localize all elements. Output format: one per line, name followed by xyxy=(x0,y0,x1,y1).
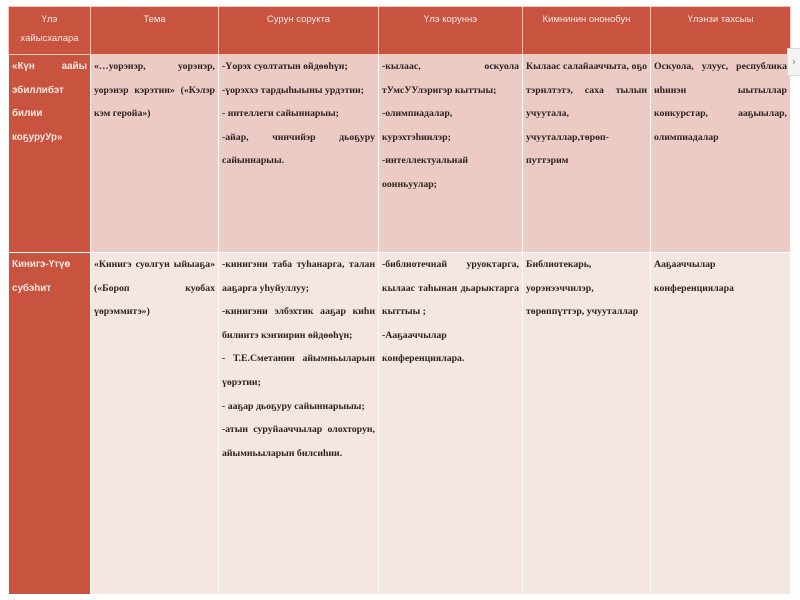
goal-item: - интеллеги сайыннарыы; xyxy=(222,108,339,120)
goal-item: -айар, чинчийэр дьоҕуру сайыннарыы. xyxy=(222,131,375,167)
goal-item: -кинигэни таба туһанарга, талан ааҕарга уһуйуллуу; xyxy=(222,259,375,294)
plan-table xyxy=(8,6,791,595)
column-header-participants: Кимнинин ононобун xyxy=(523,7,651,55)
event-cell: Кинигэ-Үтүө субэhит xyxy=(9,253,91,595)
event-cell: «Күн аайы эбиллибэт билии коҕуруУр» xyxy=(9,55,91,253)
next-slide-arrow-icon[interactable]: › xyxy=(787,48,800,76)
forms-cell xyxy=(379,55,523,253)
results-cell: Оскуола, улуус, республика иһинэн ыытыллар конкурстар, ааҕыылар, олимпиадалар xyxy=(651,55,791,253)
form-item: -библиотечнай уруоктарга, кылаас таһынан дьарыктарга кыттыы ; xyxy=(382,259,519,318)
goal-item: -үорэххэ тардыһыыны урдэтии; xyxy=(222,84,364,96)
goal-item: -Үорэх суолтатын өйдөөһүн; xyxy=(222,61,348,72)
column-header-event: Үлэ хайысхалара xyxy=(9,7,91,55)
topic-cell: «…уорэнэр, уорэнэр, уорэнэр кэрэтин» («Кэлэр кэм геройа») xyxy=(91,55,219,253)
table-row xyxy=(9,253,791,595)
topic-cell: «Кинигэ суолгун ыйыаҕа» («Бороп куобах үөрэммитэ») xyxy=(91,253,219,595)
column-header-topic: Тема xyxy=(91,7,219,55)
participants-cell: Библиотекарь, уорэнээччилэр, төрөппүттэр, учууталлар xyxy=(523,253,651,595)
column-header-forms: Үлэ коруннэ xyxy=(379,7,523,55)
goal-item: -кинигэни элбэхтик ааҕар киһи билиитэ кэҥиирин өйдөөһүн; xyxy=(222,306,375,341)
table-row xyxy=(9,55,791,253)
form-item: -олимпиадалар, курэхтэһиилэр; xyxy=(382,108,453,143)
goal-item: - Т.Е.Сметанин айымньыларын үөрэтии; xyxy=(222,353,375,388)
form-item: -интеллектуальнай оонньуулар; xyxy=(382,155,469,190)
goal-item: - ааҕар дьоҕуру сайыннарыыы; xyxy=(222,400,365,412)
column-header-goals: Сурун сорукта xyxy=(219,7,379,55)
goal-item: -атын суруйааччылар олохторун, айымньыларын билсиһии. xyxy=(222,424,375,459)
participants-cell: Кылаас салайааччыта, оҕо тэрилтэтэ, саха тылын учуутала, учууталлар,төрөп-путтэрим xyxy=(523,55,651,253)
table-header-row xyxy=(9,7,791,55)
form-item: -Ааҕааччылар конференциялара. xyxy=(382,329,465,365)
goals-cell xyxy=(219,55,379,253)
forms-cell xyxy=(379,253,523,595)
column-header-results: Үлэнзи тахсыы xyxy=(651,7,791,55)
form-item: -кылаас, оскуола тУмсУУлэригэр кыттыы; xyxy=(382,61,519,96)
results-cell: Ааҕааччылар конференциялара xyxy=(651,253,791,595)
goals-cell xyxy=(219,253,379,595)
